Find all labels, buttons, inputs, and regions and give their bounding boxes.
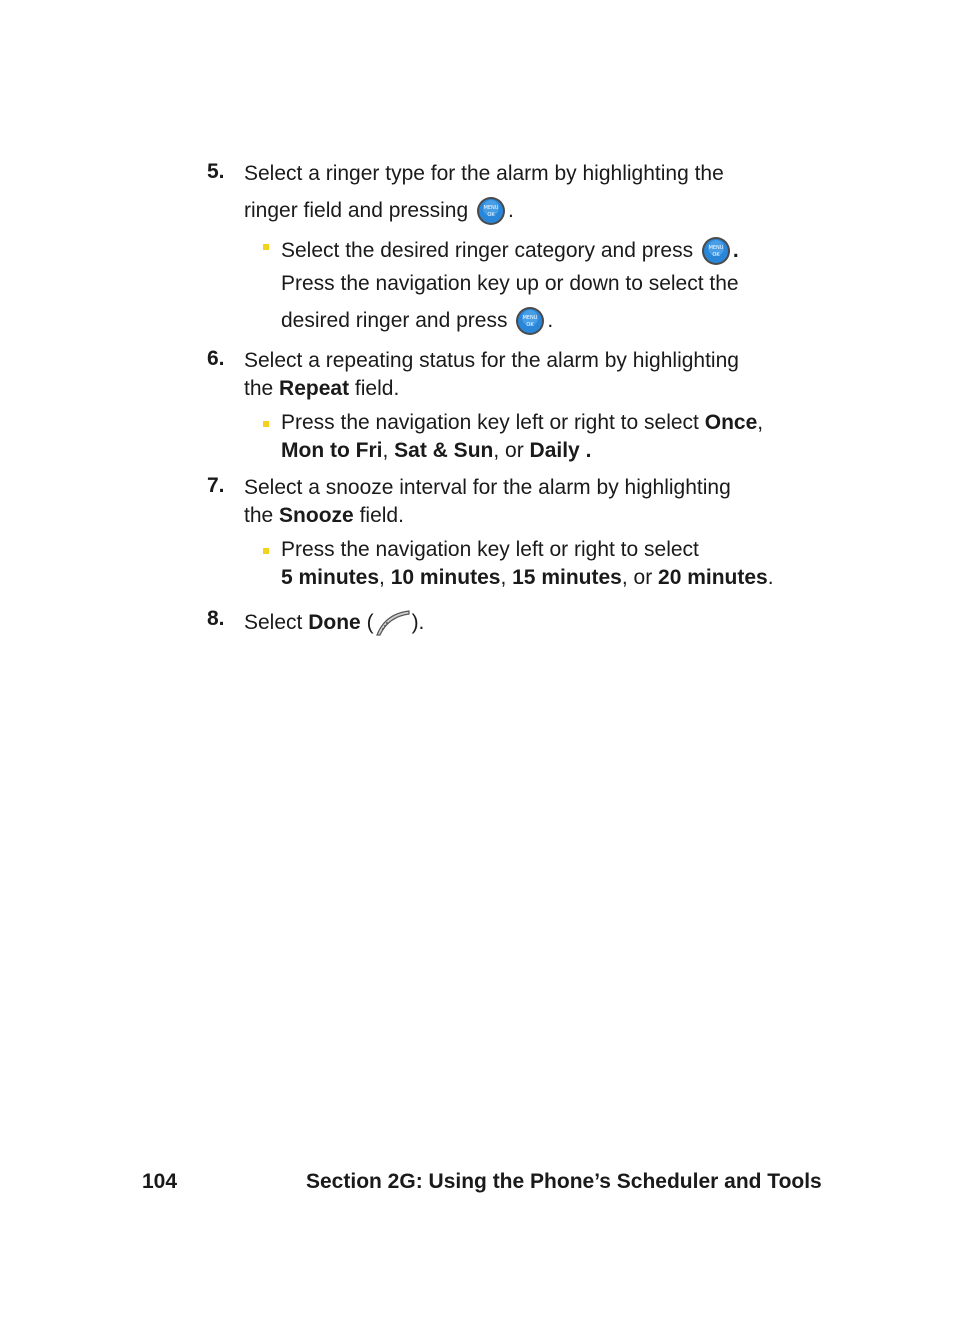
separator: , xyxy=(757,411,764,434)
step-text xyxy=(244,474,787,530)
step-line: Select a snooze interval for the alarm by highlighting xyxy=(244,476,731,499)
step-line xyxy=(244,502,787,530)
softkey-icon xyxy=(374,608,412,638)
step-line xyxy=(244,192,787,230)
bullet-text: desired ringer and press xyxy=(281,309,508,332)
svg-text:MENU: MENU xyxy=(522,315,538,322)
text: field. xyxy=(354,377,400,400)
menu-ok-key-icon xyxy=(476,196,506,226)
text: Select xyxy=(244,611,303,634)
step-number: 7. xyxy=(207,474,225,497)
punctuation: ). xyxy=(411,611,425,634)
svg-text:OK: OK xyxy=(487,212,495,219)
step-text xyxy=(244,347,787,403)
step-line: Select a repeating status for the alarm by highlighting xyxy=(244,349,739,372)
bullet-square xyxy=(263,548,269,554)
svg-text:OK: OK xyxy=(526,322,534,329)
option-10-minutes: 10 minutes xyxy=(390,566,501,589)
step-text xyxy=(244,160,787,230)
bullet-item xyxy=(244,232,787,340)
punctuation: . xyxy=(547,309,554,332)
separator: , or xyxy=(621,566,653,589)
step-number: 6. xyxy=(207,347,225,370)
section-title: Section 2G: Using the Phone’s Scheduler and Tools xyxy=(306,1170,822,1193)
bullet-item xyxy=(244,536,787,592)
punctuation: ( xyxy=(366,611,374,634)
option-15-minutes: 15 minutes xyxy=(512,566,622,589)
punctuation: . xyxy=(767,566,774,589)
svg-text:OK: OK xyxy=(712,252,720,259)
step-5 xyxy=(207,160,787,340)
step-line-text: ringer field and pressing xyxy=(244,199,469,222)
bullet-line xyxy=(281,437,787,465)
field-name: Repeat xyxy=(279,377,350,400)
step-text xyxy=(244,604,787,642)
option-daily: Daily . xyxy=(529,439,592,462)
bullet-line xyxy=(281,302,787,340)
text: the xyxy=(244,377,274,400)
separator: , or xyxy=(493,439,524,462)
separator: , xyxy=(500,566,507,589)
bullet-line xyxy=(281,232,787,270)
step-line: Select a ringer type for the alarm by highlighting the xyxy=(244,162,724,185)
step-number: 8. xyxy=(207,607,225,630)
bullet-line: Press the navigation key up or down to select the xyxy=(281,272,739,295)
menu-ok-key-icon xyxy=(515,306,545,336)
bullet-square xyxy=(263,421,269,427)
svg-text:MENU: MENU xyxy=(483,205,499,212)
option-sat-sun: Sat & Sun xyxy=(394,439,494,462)
bullet-line xyxy=(281,409,787,437)
punctuation: . xyxy=(732,239,739,262)
option-mon-to-fri: Mon to Fri xyxy=(281,439,383,462)
text: the xyxy=(244,504,274,527)
option-5-minutes: 5 minutes xyxy=(281,566,380,589)
separator: , xyxy=(379,566,385,589)
bullet-square xyxy=(263,244,269,250)
svg-text:MENU: MENU xyxy=(708,245,724,252)
step-number: 5. xyxy=(207,160,225,183)
option-once: Once xyxy=(704,411,758,434)
bullet-line: Press the navigation key left or right to select xyxy=(281,538,699,561)
bullet-line xyxy=(281,564,787,592)
step-7 xyxy=(207,474,787,592)
bullet-text: Press the navigation key left or right to select xyxy=(281,411,699,434)
bullet-item xyxy=(244,409,787,465)
step-8 xyxy=(207,604,787,642)
page-number: 104 xyxy=(142,1170,178,1193)
text: field. xyxy=(359,504,404,527)
option-20-minutes: 20 minutes xyxy=(658,566,768,589)
bullet-text: Select the desired ringer category and press xyxy=(281,239,694,262)
punctuation: . xyxy=(507,199,514,222)
step-line xyxy=(244,375,787,403)
step-6 xyxy=(207,347,787,465)
menu-ok-key-icon xyxy=(701,236,731,266)
field-name: Snooze xyxy=(279,504,354,527)
done-label: Done xyxy=(308,611,361,634)
separator: , xyxy=(382,439,389,462)
